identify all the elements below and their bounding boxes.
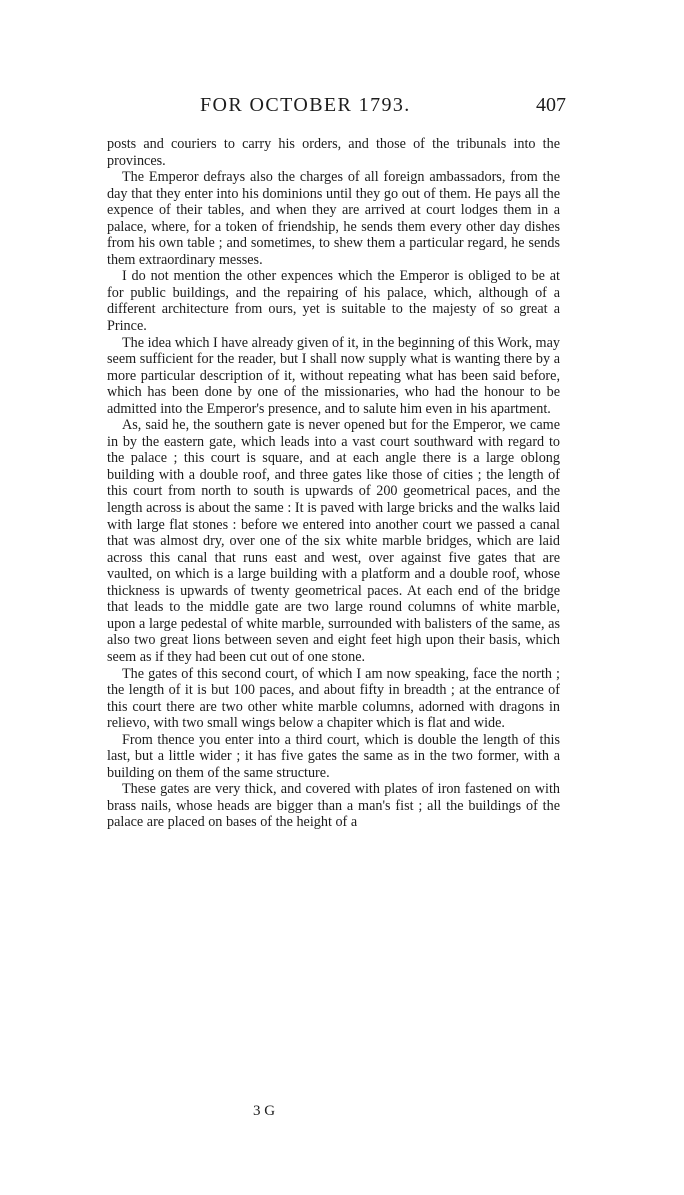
body-text [107, 136, 560, 831]
running-title: FOR OCTOBER 1793. [200, 94, 411, 116]
paragraph-4: The idea which I have already given of it, in the beginning of this Work, may seem sufficient for the reader, but I shall now supply what is wanting there by a more particular description of it, without repeating what has been said before, which has been done by one of the missionaries, who had the honour to be admitted into the Emperor's presence, and to salute him even in his apartment. [107, 334, 560, 417]
paragraph-8: These gates are very thick, and covered with plates of iron fastened on with brass nails, whose heads are bigger than a man's fist ; all the buildings of the palace are placed on bases of the height of a [107, 781, 560, 831]
paragraph-5: As, said he, the southern gate is never opened but for the Emperor, we came in by the eastern gate, which leads into a vast court southward with regard to the palace ; this court is square, and at each angle there is a large oblong building with a double roof, and three gates like those of cities ; the length of this court from north to south is upwards of 200 geometrical paces, and the length across is about the same : It is paved with large bricks and the walks laid with large flat stones : before we entered into another court we passed a canal that was almost dry, over one of the six white marble bridges, which are laid across this canal that runs east and west, over against five gates that are vaulted, on which is a large building with a platform and a double roof, whose thickness is upwards of twenty geometrical paces. At each end of the bridge that leads to the middle gate are two large round columns of white marble, upon a large pedestal of white marble, surrounded with balisters of the same, as also two great lions between seven and eight feet high upon their basis, which seem as if they had been cut out of one stone. [107, 417, 560, 665]
running-head [110, 94, 566, 122]
paragraph-7: From thence you enter into a third court, which is double the length of this last, but a little wider ; it has five gates the same as in the two former, with a building on them of the same structure. [107, 731, 560, 781]
signature-mark: 3 G [253, 1103, 276, 1119]
paragraph-3: I do not mention the other expences which the Emperor is obliged to be at for public buildings, and the repairing of his palace, which, although of a different architecture from ours, yet is suitable to the majesty of so great a Prince. [107, 268, 560, 335]
paragraph-6: The gates of this second court, of which I am now speaking, face the north ; the length of it is but 100 paces, and about fifty in breadth ; at the entrance of this court there are two other white marble columns, adorned with dragons in relievo, with two small wings below a chapiter which is flat and wide. [107, 665, 560, 732]
paragraph-2: The Emperor defrays also the charges of all foreign ambassadors, from the day that they enter into his dominions until they go out of them. He pays all the expence of their tables, and when they are arrived at court lodges them in a palace, where, for a token of friendship, he sends them every other day dishes from his own table ; and sometimes, to shew them a particular regard, he sends them extraordinary messes. [107, 169, 560, 268]
paragraph-1: posts and couriers to carry his orders, and those of the tribunals into the provinces. [107, 136, 560, 169]
page-number: 407 [536, 94, 566, 116]
